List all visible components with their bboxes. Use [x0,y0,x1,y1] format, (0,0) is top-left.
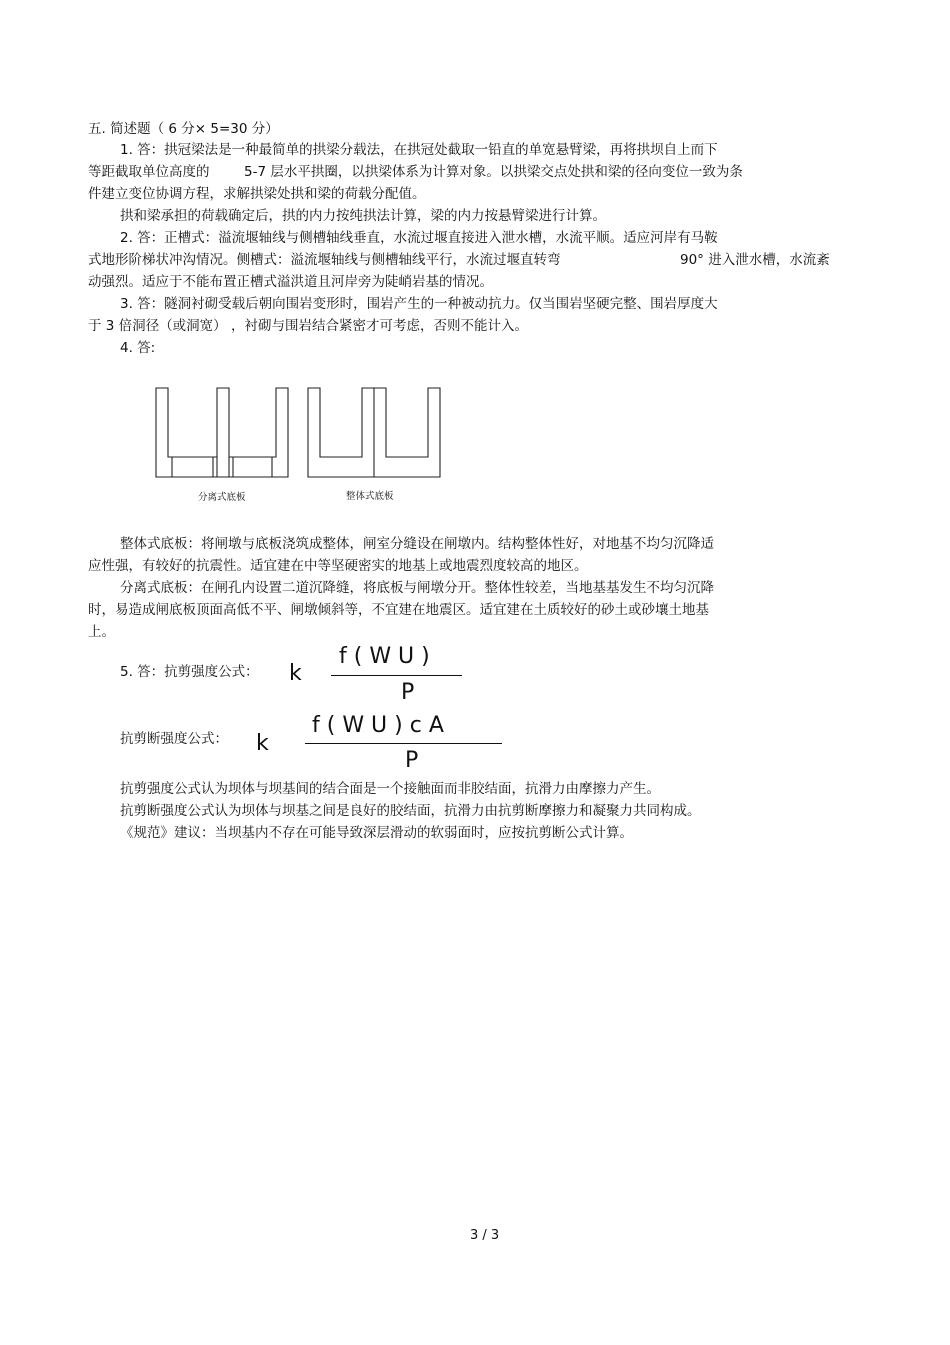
answer-4-line: 应性强，有较好的抗震性。适宜建在中等坚硬密实的地基上或地震烈度较高的地区。 [88,558,588,574]
answer-2-line: 2. 答：正槽式：溢流堰轴线与侧槽轴线垂直，水流过堰直接进入泄水槽，水流平顺。适应河岸有马鞍 [120,230,718,246]
answer-4-line: 时，易造成闸底板顶面高低不平、闸墩倾斜等，不宜建在地震区。适宜建在土质较好的砂土或砂壤土地基 [88,602,709,618]
separated-slab-outline [156,388,288,477]
formula-numerator: f ( W U ) [339,644,430,669]
section-title: 五. 简述题（ 6 分× 5=30 分） [88,121,279,137]
answer-4-line: 整体式底板：将闸墩与底板浇筑成整体，闸室分缝设在闸墩内。结构整体性好，对地基不均匀沉降适 [120,536,714,552]
answer-1-line: 拱和梁承担的荷载确定后，拱的内力按纯拱法计算，梁的内力按悬臂梁进行计算。 [120,208,606,224]
formula-numerator: f ( W U ) c A [312,713,444,738]
answer-2-line: 90° 进入泄水槽，水流紊 [680,252,830,268]
formula-denominator: P [405,748,419,773]
answer-1-line: 1. 答：拱冠梁法是一种最简单的拱梁分载法，在拱冠处截取一铅直的单宽悬臂梁，再将拱坝自上而下 [120,142,718,158]
floor-slab-diagram [150,385,450,514]
answer-5-line: 抗剪强度公式认为坝体与坝基间的结合面是一个接触面而非胶结面，抗滑力由摩擦力产生。 [120,781,660,797]
answer-2-line: 式地形阶梯状冲沟情况。侧槽式：溢流堰轴线与侧槽轴线平行，水流过堰直转弯 [88,252,561,268]
page-number: 3 / 3 [470,1228,500,1243]
answer-3-line: 3. 答：隧洞衬砌受载后朝向围岩变形时，围岩产生的一种被动抗力。仅当围岩坚硬完整、围岩厚度大 [120,296,718,312]
figure-caption: 分离式底板 [198,492,246,503]
formula-label: 5. 答：抗剪强度公式： [120,664,259,680]
figure-caption: 整体式底板 [346,491,394,502]
answer-4-label: 4. 答: [120,340,156,356]
answer-4-line: 上。 [88,624,115,640]
formula-label: 抗剪断强度公式： [120,731,228,747]
formula-k: k [289,661,302,686]
answer-2-line: 动强烈。适应于不能布置正槽式溢洪道且河岸旁为陡峭岩基的情况。 [88,274,493,290]
answer-4-line: 分离式底板：在闸孔内设置二道沉降缝，将底板与闸墩分开。整体性较差，当地基基发生不均匀沉降 [120,580,714,596]
answer-1-line: 件建立变位协调方程，求解拱梁处拱和梁的荷载分配值。 [88,186,426,202]
answer-3-line: 于 3 倍洞径（或洞宽） ，衬砌与围岩结合紧密才可考虑，否则不能计入。 [88,318,528,334]
floor-slab-svg [150,385,450,510]
answer-5-line: 抗剪断强度公式认为坝体与坝基之间是良好的胶结面，抗滑力由抗剪断摩擦力和凝聚力共同构成。 [120,803,701,819]
fraction-bar [331,675,462,676]
answer-1-line: 等距截取单位高度的 [88,164,210,180]
formula-denominator: P [401,680,415,705]
answer-1-line: 5-7 层水平拱圈，以拱梁体系为计算对象。以拱梁交点处拱和梁的径向变位一致为条 [244,164,743,180]
answer-5-line: 《规范》建议：当坝基内不存在可能导致深层滑动的软弱面时，应按抗剪断公式计算。 [120,825,633,841]
fraction-bar [305,743,502,744]
formula-k: k [256,731,269,756]
